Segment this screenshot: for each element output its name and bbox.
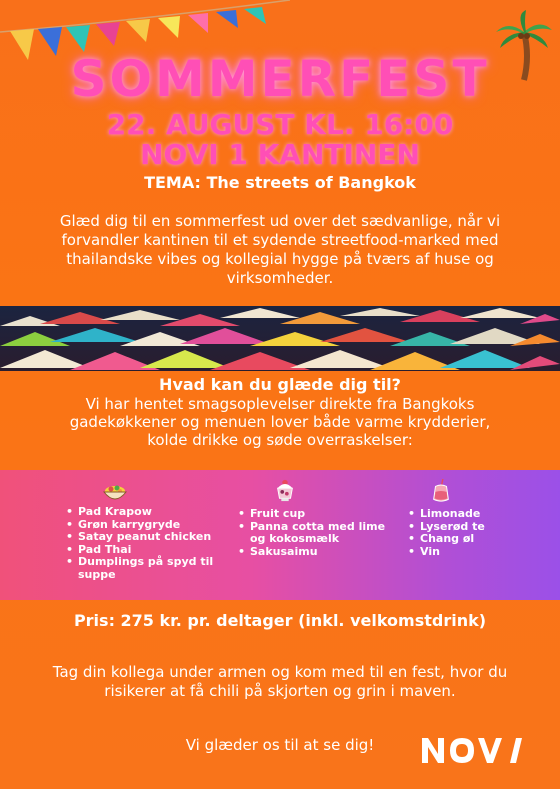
menu-item: • Fruit cup (238, 508, 388, 521)
menu-item: • Satay peanut chicken (66, 531, 226, 544)
menu-item: • Sakusaimu (238, 546, 388, 559)
event-date: 22. AUGUST KL. 16:00 (106, 108, 454, 141)
menu-mains (66, 506, 226, 581)
closing-text: Tag din kollega under armen og kom med til en fest, hvor du risikerer at få chili på skjorten og grin i maven. (52, 663, 508, 700)
menu-desserts (238, 508, 388, 558)
menu-item: • Grøn karrygryde (66, 519, 226, 532)
drinks-list (408, 508, 538, 558)
night-market-photo (0, 306, 560, 371)
menu-item: • Dumplings på spyd til suppe (66, 556, 226, 581)
food-bowl-icon (102, 480, 128, 504)
menu-item: • Pad Krapow (66, 506, 226, 519)
menu-item: • Vin (408, 546, 538, 559)
event-theme: TEMA: The streets of Bangkok (144, 173, 416, 192)
event-place: NOVI 1 KANTINEN (140, 138, 420, 171)
mains-list (66, 506, 226, 581)
desserts-list (238, 508, 388, 558)
question-body: Vi har hentet smagsoplevelser direkte fra Bangkoks gadekøkkener og menuen lover både varme krydderier, kolde drikke og søde overraskelser: (69, 395, 491, 449)
intro-text: Glæd dig til en sommerfest ud over det sædvanlige, når vi forvandler kantinen til et sydende streetfood-marked med thailandske vibes og kollegial hygge på tværs af huse og virksomheder. (59, 212, 501, 287)
thanks-text: Vi glæder os til at se dig! (185, 736, 375, 754)
menu-drinks (408, 508, 538, 558)
price-text: Pris: 275 kr. pr. deltager (inkl. velkomstdrink) (73, 611, 487, 630)
menu-item: • Pad Thai (66, 544, 226, 557)
drink-bag-icon (428, 479, 454, 503)
menu-item: • Lyserød te (408, 521, 538, 534)
dessert-cup-icon (272, 478, 298, 502)
question-heading: Hvad kan du glæde dig til? (159, 375, 401, 394)
menu-item: • Panna cotta med lime og kokosmælk (238, 521, 388, 546)
novi-logo (420, 735, 530, 765)
menu-band (0, 470, 560, 600)
event-title: SOMMERFEST (70, 50, 490, 108)
menu-item: • Limonade (408, 508, 538, 521)
menu-item: • Chang øl (408, 533, 538, 546)
